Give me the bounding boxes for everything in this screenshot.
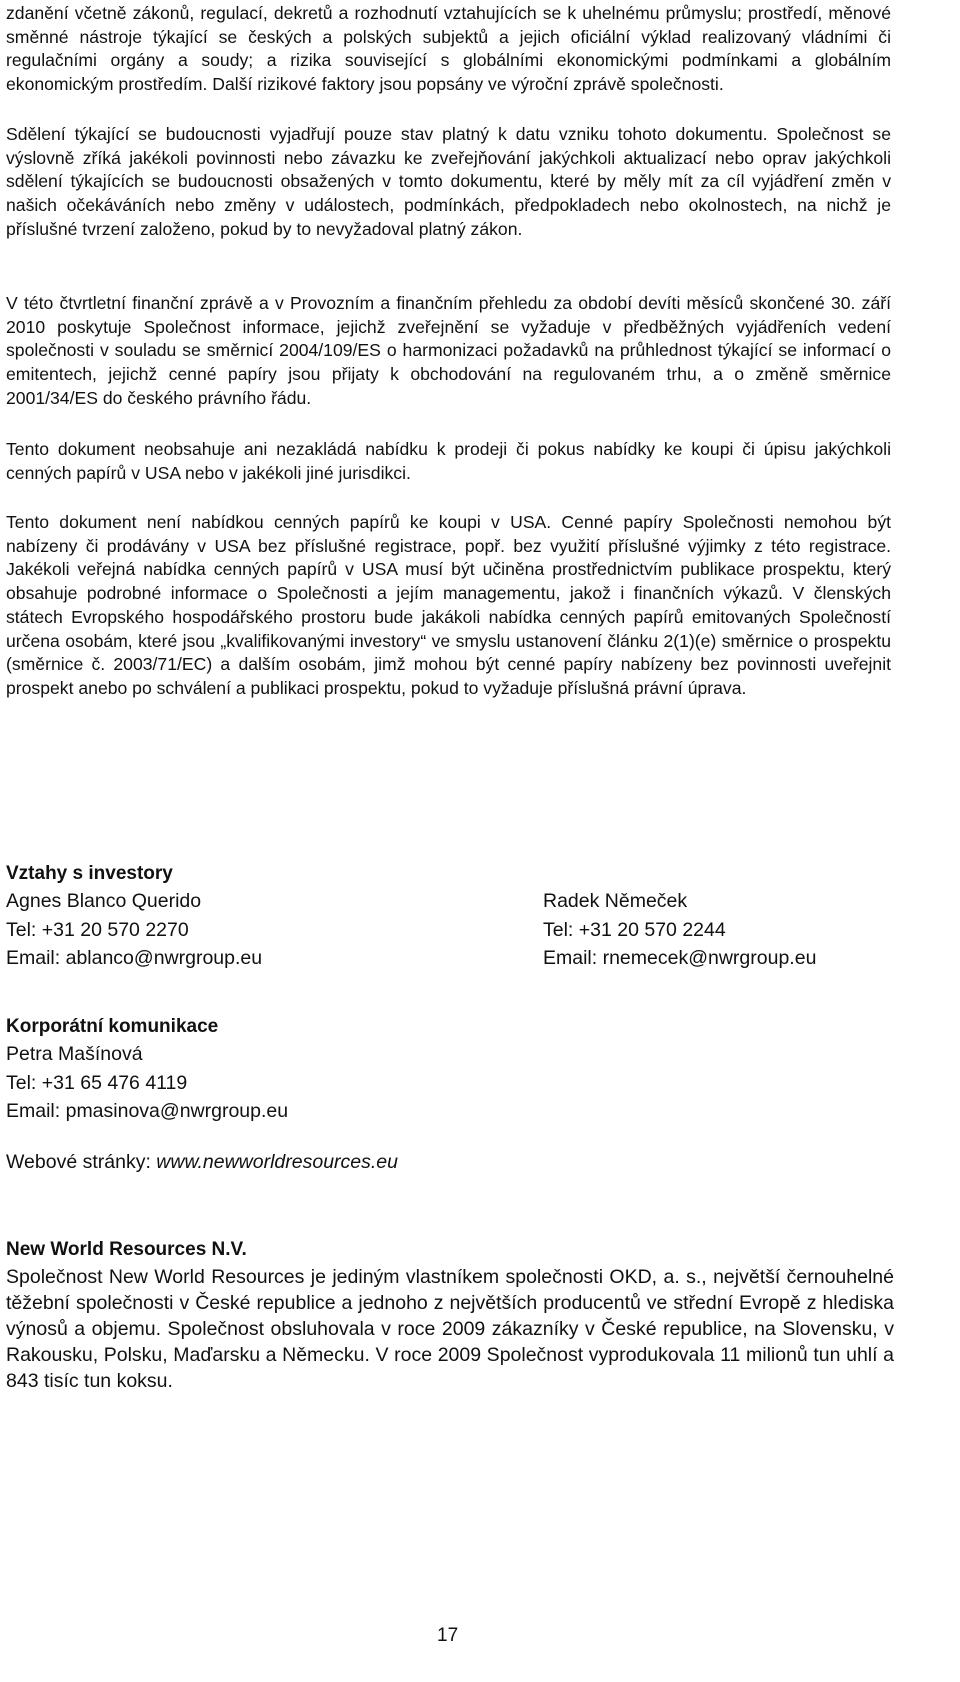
corporate-communications-heading: Korporátní komunikace [6, 1016, 219, 1037]
contact2-email: Email: rnemecek@nwrgroup.eu [543, 947, 817, 969]
no-offer-paragraph: Tento dokument neobsahuje ani nezakládá nabídku k prodeji či pokus nabídky ke koupi či úpisu jakýchkoli cenných papírů v USA nebo v jakékoli jiné jurisdikci. [6, 439, 891, 483]
company-description: Společnost New World Resources je jediným vlastníkem společnosti OKD, a. s., největší černouhelné těžební společnosti v České republice a jednoho z největších producentů ve střední Evropě z hlediska výnosů a objemu. Společnost obsluhovala v roce 2009 zákazníky v České republice, na Slovensku, v Rakousku, Polsku, Maďarsku a Německu. V roce 2009 Společnost vyprodukovala 11 milionů tun uhlí a 843 tisíc tun koksu. [6, 1266, 894, 1392]
contact1-tel: Tel: +31 20 570 2270 [6, 919, 189, 941]
contact2-name: Radek Němeček [543, 890, 688, 912]
website-link[interactable]: www.newworldresources.eu [156, 1151, 398, 1173]
quarterly-report-paragraph: V této čtvrtletní finanční zprávě a v Provozním a finančním přehledu za období devíti měsíců skončené 30. září 2010 poskytuje Společnost informace, jejichž zveřejnění se vyžaduje v předběžných vyjádřeních vedení společnosti v souladu se směrnicí 2004/109/ES o harmonizaci požadavků na průhlednost týkající se informací o emitentech, jejichž cenné papíry jsou přijaty k obchodování na regulovaném trhu, a o změně směrnice 2001/34/ES do českého právního řádu. [6, 293, 891, 408]
contact1-name: Agnes Blanco Querido [6, 890, 202, 912]
contact1-email: Email: ablanco@nwrgroup.eu [6, 947, 263, 969]
website-label: Webové stránky: [6, 1151, 157, 1173]
us-securities-paragraph: Tento dokument není nabídkou cenných papírů ke koupi v USA. Cenné papíry Společnosti nemohou být nabízeny či prodávány v USA bez příslušné registrace, popř. bez využití příslušné výjimky z této registrace. Jakékoli veřejná nabídka cenných papírů v USA musí být učiněna prostřednictvím publikace prospektu, který obsahuje podrobné informace o Společnosti a jejím managementu, jakož i finančních výkazů. V členských státech Evropského hospodářského prostoru bude jakákoli nabídka cenných papírů emitovaných Společností určena osobám, které jsou „kvalifikovanými investory“ ve smyslu ustanovení článku 2(1)(e) směrnice o prospektu (směrnice č. 2003/71/EC) a dalším osobám, jimž mohou být cenné papíry nabízeny bez povinnosti uveřejnit prospekt anebo po schválení a publikaci prospektu, pokud to vyžaduje příslušná právní úprava. [6, 512, 891, 698]
pr-contact-email: Email: pmasinova@nwrgroup.eu [6, 1100, 289, 1122]
website-line [6, 1150, 398, 1175]
forward-looking-statements-paragraph: Sdělení týkající se budoucnosti vyjadřují pouze stav platný k datu vzniku tohoto dokumentu. Společnost se výslovně zříká jakékoli povinnosti nebo závazku ke zveřejňování jakýchkoli aktualizací nebo oprav jakýchkoli sdělení týkajících se budoucnosti obsažených v tomto dokumentu, které by měly mít za cíl vyjádření změn v našich očekáváních nebo změny v událostech, podmínkách, předpokladech nebo okolnostech, na nichž je příslušné tvrzení založeno, pokud by to nevyžadoval platný zákon. [6, 124, 891, 239]
pr-contact-name: Petra Mašínová [6, 1043, 143, 1065]
investor-relations-heading: Vztahy s investory [6, 863, 173, 884]
contact2-tel: Tel: +31 20 570 2244 [543, 919, 726, 941]
risk-factors-paragraph: zdanění včetně zákonů, regulací, dekretů a rozhodnutí vztahujících se k uhelnému průmyslu; prostředí, měnové směnné nástroje týkající se českých a polských subjektů a jejich oficiální výklad realizovaný vládními či regulačními orgány a soudy; a rizika související s globálními ekonomickými podmínkami a globálním ekonomickým prostředím. Další rizikové faktory jsou popsány ve výroční zprávě společnosti. [6, 3, 891, 95]
company-heading: New World Resources N.V. [6, 1239, 247, 1260]
pr-contact-tel: Tel: +31 65 476 4119 [6, 1072, 188, 1094]
page-number: 17 [437, 1625, 459, 1646]
